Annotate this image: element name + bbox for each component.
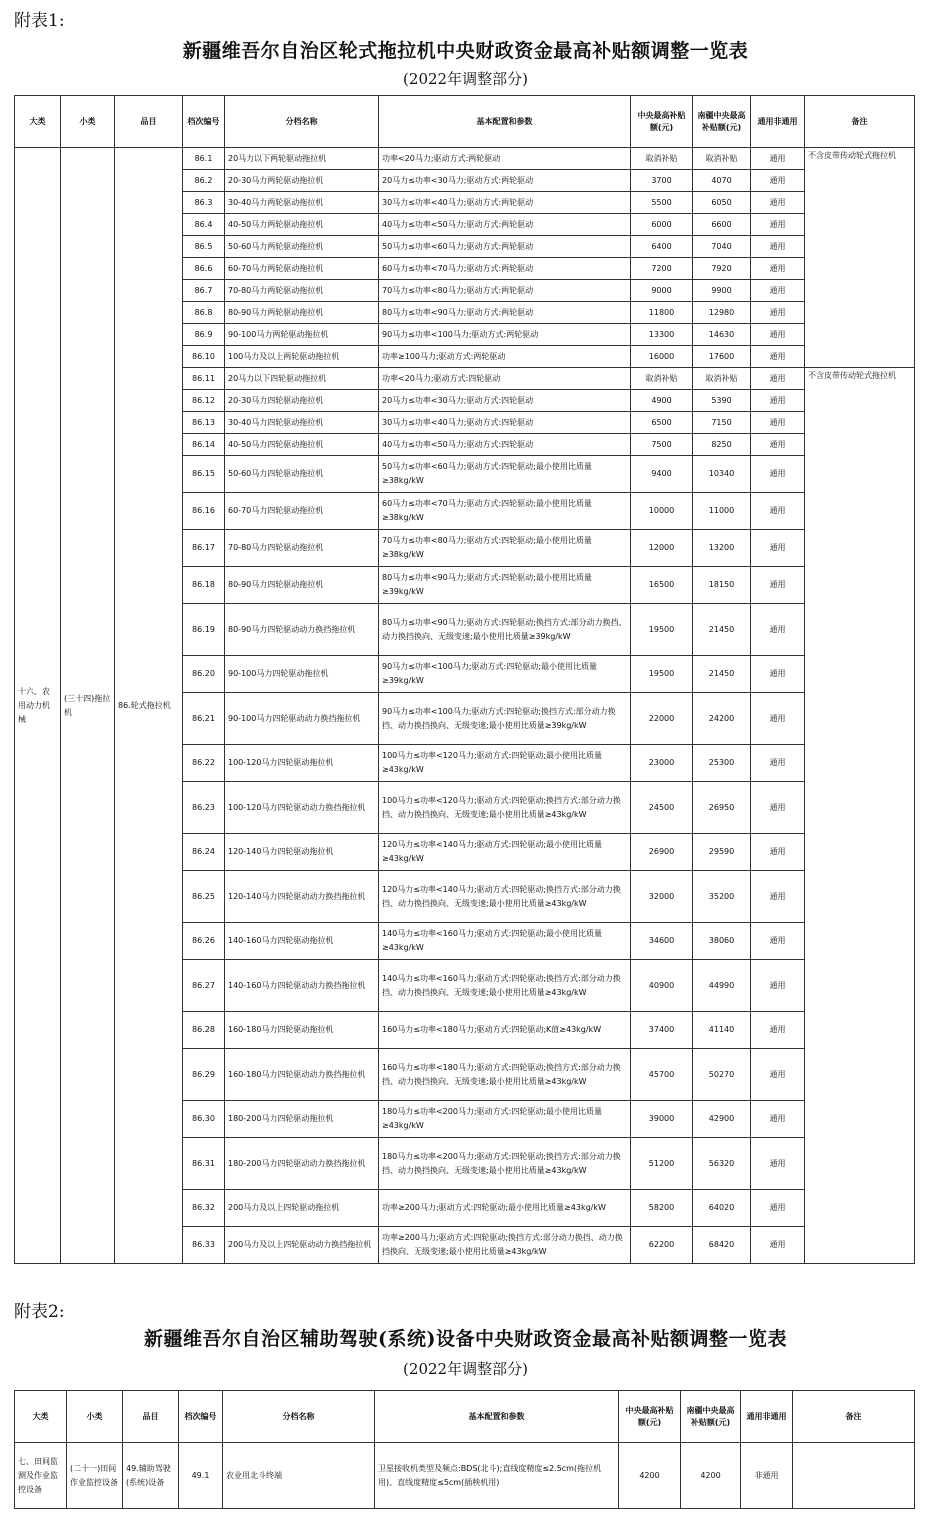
params-cell: 30马力≤功率<40马力;驱动方式:四轮驱动 [379, 412, 631, 434]
annex2-subtitle: (2022年调整部分) [403, 1360, 528, 1378]
general-cell: 通用 [751, 960, 805, 1012]
params-cell: 功率≥100马力;驱动方式:两轮驱动 [379, 346, 631, 368]
tier-name-cell: 100-120马力四轮驱动动力换挡拖拉机 [225, 782, 379, 834]
general-cell: 通用 [751, 745, 805, 782]
tier-name-cell: 30-40马力四轮驱动拖拉机 [225, 412, 379, 434]
central-subsidy-cell: 58200 [631, 1190, 693, 1227]
general-cell: 通用 [751, 170, 805, 192]
central-subsidy-cell: 39000 [631, 1101, 693, 1138]
tier-name-cell: 200马力及以上四轮驱动动力换挡拖拉机 [225, 1227, 379, 1264]
params-cell: 100马力≤功率<120马力;驱动方式:四轮驱动;最小使用比质量≥43kg/kW [379, 745, 631, 782]
item-cell: 86.轮式拖拉机 [115, 148, 183, 1264]
central-subsidy-cell: 19500 [631, 604, 693, 656]
tier-name-cell: 农业用北斗终端 [223, 1443, 375, 1509]
central-subsidy-cell: 45700 [631, 1049, 693, 1101]
central-subsidy-cell: 6000 [631, 214, 693, 236]
tier-name-cell: 20马力以下四轮驱动拖拉机 [225, 368, 379, 390]
central-subsidy-cell: 34600 [631, 923, 693, 960]
general-cell: 通用 [751, 412, 805, 434]
south-subsidy-cell: 56320 [693, 1138, 751, 1190]
central-subsidy-cell: 6500 [631, 412, 693, 434]
table-row [15, 148, 915, 170]
params-cell: 80马力≤功率<90马力;驱动方式:两轮驱动 [379, 302, 631, 324]
code-cell: 86.29 [183, 1049, 225, 1101]
code-cell: 86.30 [183, 1101, 225, 1138]
central-subsidy-cell: 13300 [631, 324, 693, 346]
params-cell: 20马力≤功率<30马力;驱动方式:四轮驱动 [379, 390, 631, 412]
south-subsidy-cell: 取消补贴 [693, 368, 751, 390]
params-cell: 50马力≤功率<60马力;驱动方式:两轮驱动 [379, 236, 631, 258]
south-subsidy-cell: 6600 [693, 214, 751, 236]
tier-name-cell: 80-90马力四轮驱动动力换挡拖拉机 [225, 604, 379, 656]
code-cell: 86.8 [183, 302, 225, 324]
central-subsidy-cell: 24500 [631, 782, 693, 834]
general-cell: 通用 [751, 192, 805, 214]
central-subsidy-cell: 取消补贴 [631, 368, 693, 390]
code-cell: 86.25 [183, 871, 225, 923]
tier-name-cell: 180-200马力四轮驱动动力换挡拖拉机 [225, 1138, 379, 1190]
params-cell: 90马力≤功率<100马力;驱动方式:四轮驱动;最小使用比质量≥39kg/kW [379, 656, 631, 693]
central-subsidy-cell: 51200 [631, 1138, 693, 1190]
general-cell: 非通用 [741, 1443, 793, 1509]
params-cell: 70马力≤功率<80马力;驱动方式:两轮驱动 [379, 280, 631, 302]
tier-name-cell: 90-100马力四轮驱动拖拉机 [225, 656, 379, 693]
code-cell: 86.10 [183, 346, 225, 368]
code-cell: 86.1 [183, 148, 225, 170]
south-subsidy-cell: 5390 [693, 390, 751, 412]
column-header: 南疆中央最高补贴额(元) [693, 96, 751, 148]
central-subsidy-cell: 37400 [631, 1012, 693, 1049]
code-cell: 86.21 [183, 693, 225, 745]
params-cell: 40马力≤功率<50马力;驱动方式:四轮驱动 [379, 434, 631, 456]
tier-name-cell: 120-140马力四轮驱动拖拉机 [225, 834, 379, 871]
south-subsidy-cell: 68420 [693, 1227, 751, 1264]
code-cell: 86.14 [183, 434, 225, 456]
params-cell: 70马力≤功率<80马力;驱动方式:四轮驱动;最小使用比质量≥38kg/kW [379, 530, 631, 567]
params-cell: 30马力≤功率<40马力;驱动方式:两轮驱动 [379, 192, 631, 214]
general-cell: 通用 [751, 1190, 805, 1227]
general-cell: 通用 [751, 346, 805, 368]
annex1-subtitle: (2022年调整部分) [403, 70, 528, 88]
south-subsidy-cell: 7920 [693, 258, 751, 280]
code-cell: 86.28 [183, 1012, 225, 1049]
note-cell [793, 1443, 915, 1509]
code-cell: 86.7 [183, 280, 225, 302]
central-subsidy-cell: 5500 [631, 192, 693, 214]
tier-name-cell: 160-180马力四轮驱动动力换挡拖拉机 [225, 1049, 379, 1101]
annex2-title: 新疆维吾尔自治区辅助驾驶(系统)设备中央财政资金最高补贴额调整一览表 [144, 1328, 787, 1350]
central-subsidy-cell: 7500 [631, 434, 693, 456]
params-cell: 50马力≤功率<60马力;驱动方式:四轮驱动;最小使用比质量≥38kg/kW [379, 456, 631, 493]
tier-name-cell: 200马力及以上四轮驱动拖拉机 [225, 1190, 379, 1227]
column-header: 中央最高补贴额(元) [619, 1391, 681, 1443]
general-cell: 通用 [751, 434, 805, 456]
south-subsidy-cell: 21450 [693, 604, 751, 656]
general-cell: 通用 [751, 456, 805, 493]
tier-name-cell: 80-90马力四轮驱动拖拉机 [225, 567, 379, 604]
item-cell: 49.辅助驾驶(系统)设备 [123, 1443, 179, 1509]
south-subsidy-cell: 9900 [693, 280, 751, 302]
subcategory-cell: (三十四)拖拉机 [61, 148, 115, 1264]
general-cell: 通用 [751, 1049, 805, 1101]
south-subsidy-cell: 18150 [693, 567, 751, 604]
params-cell: 180马力≤功率<200马力;驱动方式:四轮驱动;换挡方式:部分动力换挡、动力换挡换向、无级变速;最小使用比质量≥43kg/kW [379, 1138, 631, 1190]
general-cell: 通用 [751, 368, 805, 390]
tier-name-cell: 60-70马力两轮驱动拖拉机 [225, 258, 379, 280]
code-cell: 86.15 [183, 456, 225, 493]
column-header: 小类 [67, 1391, 123, 1443]
general-cell: 通用 [751, 871, 805, 923]
params-cell: 功率≥200马力;驱动方式:四轮驱动;换挡方式:部分动力换挡、动力换挡换向、无级变速;最小使用比质量≥43kg/kW [379, 1227, 631, 1264]
column-header: 档次编号 [183, 96, 225, 148]
category-cell: 十六、农用动力机械 [15, 148, 61, 1264]
column-header: 备注 [793, 1391, 915, 1443]
tier-name-cell: 120-140马力四轮驱动动力换挡拖拉机 [225, 871, 379, 923]
general-cell: 通用 [751, 1101, 805, 1138]
column-header: 中央最高补贴额(元) [631, 96, 693, 148]
tier-name-cell: 40-50马力四轮驱动拖拉机 [225, 434, 379, 456]
tier-name-cell: 160-180马力四轮驱动拖拉机 [225, 1012, 379, 1049]
south-subsidy-cell: 17600 [693, 346, 751, 368]
code-cell: 86.17 [183, 530, 225, 567]
code-cell: 86.33 [183, 1227, 225, 1264]
code-cell: 86.31 [183, 1138, 225, 1190]
south-subsidy-cell: 12980 [693, 302, 751, 324]
central-subsidy-cell: 12000 [631, 530, 693, 567]
general-cell: 通用 [751, 258, 805, 280]
general-cell: 通用 [751, 567, 805, 604]
central-subsidy-cell: 9000 [631, 280, 693, 302]
params-cell: 140马力≤功率<160马力;驱动方式:四轮驱动;最小使用比质量≥43kg/kW [379, 923, 631, 960]
general-cell: 通用 [751, 493, 805, 530]
params-cell: 80马力≤功率<90马力;驱动方式:四轮驱动;换挡方式:部分动力换挡、动力换挡换向、无级变速;最小使用比质量≥39kg/kW [379, 604, 631, 656]
column-header: 大类 [15, 96, 61, 148]
south-subsidy-cell: 11000 [693, 493, 751, 530]
central-subsidy-cell: 3700 [631, 170, 693, 192]
params-cell: 功率<20马力;驱动方式:两轮驱动 [379, 148, 631, 170]
general-cell: 通用 [751, 834, 805, 871]
central-subsidy-cell: 9400 [631, 456, 693, 493]
south-subsidy-cell: 64020 [693, 1190, 751, 1227]
south-subsidy-cell: 38060 [693, 923, 751, 960]
params-cell: 120马力≤功率<140马力;驱动方式:四轮驱动;换挡方式:部分动力换挡、动力换挡换向、无级变速;最小使用比质量≥43kg/kW [379, 871, 631, 923]
code-cell: 86.32 [183, 1190, 225, 1227]
general-cell: 通用 [751, 236, 805, 258]
tier-name-cell: 70-80马力两轮驱动拖拉机 [225, 280, 379, 302]
code-cell: 86.13 [183, 412, 225, 434]
params-cell: 100马力≤功率<120马力;驱动方式:四轮驱动;换挡方式:部分动力换挡、动力换挡换向、无级变速;最小使用比质量≥43kg/kW [379, 782, 631, 834]
central-subsidy-cell: 4200 [619, 1443, 681, 1509]
params-cell: 120马力≤功率<140马力;驱动方式:四轮驱动;最小使用比质量≥43kg/kW [379, 834, 631, 871]
column-header: 分档名称 [223, 1391, 375, 1443]
south-subsidy-cell: 10340 [693, 456, 751, 493]
general-cell: 通用 [751, 324, 805, 346]
south-subsidy-cell: 35200 [693, 871, 751, 923]
central-subsidy-cell: 取消补贴 [631, 148, 693, 170]
south-subsidy-cell: 6050 [693, 192, 751, 214]
note-cell: 不含皮带传动轮式拖拉机 [805, 148, 915, 368]
params-cell: 功率<20马力;驱动方式:四轮驱动 [379, 368, 631, 390]
central-subsidy-cell: 62200 [631, 1227, 693, 1264]
tier-name-cell: 180-200马力四轮驱动拖拉机 [225, 1101, 379, 1138]
params-cell: 40马力≤功率<50马力;驱动方式:两轮驱动 [379, 214, 631, 236]
params-cell: 90马力≤功率<100马力;驱动方式:两轮驱动 [379, 324, 631, 346]
params-cell: 160马力≤功率<180马力;驱动方式:四轮驱动;换挡方式:部分动力换挡、动力换挡换向、无级变速;最小使用比质量≥43kg/kW [379, 1049, 631, 1101]
tier-name-cell: 60-70马力四轮驱动拖拉机 [225, 493, 379, 530]
general-cell: 通用 [751, 280, 805, 302]
table-header-row [15, 1391, 915, 1443]
code-cell: 86.18 [183, 567, 225, 604]
params-cell: 80马力≤功率<90马力;驱动方式:四轮驱动;最小使用比质量≥39kg/kW [379, 567, 631, 604]
central-subsidy-cell: 19500 [631, 656, 693, 693]
central-subsidy-cell: 23000 [631, 745, 693, 782]
code-cell: 86.24 [183, 834, 225, 871]
general-cell: 通用 [751, 693, 805, 745]
tier-name-cell: 100-120马力四轮驱动拖拉机 [225, 745, 379, 782]
general-cell: 通用 [751, 214, 805, 236]
general-cell: 通用 [751, 1227, 805, 1264]
south-subsidy-cell: 21450 [693, 656, 751, 693]
tier-name-cell: 40-50马力两轮驱动拖拉机 [225, 214, 379, 236]
tier-name-cell: 100马力及以上两轮驱动拖拉机 [225, 346, 379, 368]
annex1-title: 新疆维吾尔自治区轮式拖拉机中央财政资金最高补贴额调整一览表 [182, 40, 749, 62]
column-header: 备注 [805, 96, 915, 148]
column-header: 南疆中央最高补贴额(元) [681, 1391, 741, 1443]
south-subsidy-cell: 50270 [693, 1049, 751, 1101]
tier-name-cell: 20-30马力四轮驱动拖拉机 [225, 390, 379, 412]
general-cell: 通用 [751, 656, 805, 693]
general-cell: 通用 [751, 923, 805, 960]
south-subsidy-cell: 14630 [693, 324, 751, 346]
general-cell: 通用 [751, 1138, 805, 1190]
south-subsidy-cell: 42900 [693, 1101, 751, 1138]
params-cell: 20马力≤功率<30马力;驱动方式:两轮驱动 [379, 170, 631, 192]
tier-name-cell: 90-100马力四轮驱动动力换挡拖拉机 [225, 693, 379, 745]
params-cell: 90马力≤功率<100马力;驱动方式:四轮驱动;换挡方式:部分动力换挡、动力换挡换向、无级变速;最小使用比质量≥39kg/kW [379, 693, 631, 745]
params-cell: 160马力≤功率<180马力;驱动方式:四轮驱动;K值≥43kg/kW [379, 1012, 631, 1049]
params-cell: 功率≥200马力;驱动方式:四轮驱动;最小使用比质量≥43kg/kW [379, 1190, 631, 1227]
column-header: 品目 [115, 96, 183, 148]
central-subsidy-cell: 6400 [631, 236, 693, 258]
code-cell: 86.27 [183, 960, 225, 1012]
south-subsidy-cell: 8250 [693, 434, 751, 456]
column-header: 分档名称 [225, 96, 379, 148]
south-subsidy-cell: 26950 [693, 782, 751, 834]
south-subsidy-cell: 41140 [693, 1012, 751, 1049]
central-subsidy-cell: 40900 [631, 960, 693, 1012]
code-cell: 86.4 [183, 214, 225, 236]
central-subsidy-cell: 16000 [631, 346, 693, 368]
tier-name-cell: 90-100马力两轮驱动拖拉机 [225, 324, 379, 346]
code-cell: 86.16 [183, 493, 225, 530]
code-cell: 86.3 [183, 192, 225, 214]
south-subsidy-cell: 7040 [693, 236, 751, 258]
column-header: 档次编号 [179, 1391, 223, 1443]
central-subsidy-cell: 7200 [631, 258, 693, 280]
central-subsidy-cell: 4900 [631, 390, 693, 412]
annex2-label: 附表2: [14, 1302, 65, 1322]
params-cell: 60马力≤功率<70马力;驱动方式:两轮驱动 [379, 258, 631, 280]
params-cell: 60马力≤功率<70马力;驱动方式:四轮驱动;最小使用比质量≥38kg/kW [379, 493, 631, 530]
tier-name-cell: 70-80马力四轮驱动拖拉机 [225, 530, 379, 567]
central-subsidy-cell: 10000 [631, 493, 693, 530]
tier-name-cell: 50-60马力四轮驱动拖拉机 [225, 456, 379, 493]
code-cell: 86.26 [183, 923, 225, 960]
code-cell: 86.2 [183, 170, 225, 192]
code-cell: 86.23 [183, 782, 225, 834]
subsidy-table-1 [14, 95, 915, 1264]
central-subsidy-cell: 16500 [631, 567, 693, 604]
table-header-row [15, 96, 915, 148]
general-cell: 通用 [751, 302, 805, 324]
params-cell: 卫星接收机类型及频点:BDS(北斗);直线度精度≤2.5cm(拖拉机用)、直线度精度≤5cm(插秧机用) [375, 1443, 619, 1509]
note-cell: 不含皮带传动轮式拖拉机 [805, 368, 915, 1264]
subcategory-cell: (二十一)田间作业监控设备 [67, 1443, 123, 1509]
column-header: 基本配置和参数 [379, 96, 631, 148]
code-cell: 86.6 [183, 258, 225, 280]
south-subsidy-cell: 24200 [693, 693, 751, 745]
column-header: 基本配置和参数 [375, 1391, 619, 1443]
code-cell: 86.20 [183, 656, 225, 693]
south-subsidy-cell: 13200 [693, 530, 751, 567]
tier-name-cell: 80-90马力两轮驱动拖拉机 [225, 302, 379, 324]
south-subsidy-cell: 29590 [693, 834, 751, 871]
tier-name-cell: 50-60马力两轮驱动拖拉机 [225, 236, 379, 258]
column-header: 小类 [61, 96, 115, 148]
code-cell: 86.22 [183, 745, 225, 782]
south-subsidy-cell: 取消补贴 [693, 148, 751, 170]
tier-name-cell: 140-160马力四轮驱动拖拉机 [225, 923, 379, 960]
south-subsidy-cell: 25300 [693, 745, 751, 782]
column-header: 品目 [123, 1391, 179, 1443]
column-header: 通用非通用 [751, 96, 805, 148]
code-cell: 86.9 [183, 324, 225, 346]
code-cell: 49.1 [179, 1443, 223, 1509]
tier-name-cell: 30-40马力两轮驱动拖拉机 [225, 192, 379, 214]
general-cell: 通用 [751, 604, 805, 656]
south-subsidy-cell: 4200 [681, 1443, 741, 1509]
south-subsidy-cell: 7150 [693, 412, 751, 434]
params-cell: 140马力≤功率<160马力;驱动方式:四轮驱动;换挡方式:部分动力换挡、动力换挡换向、无级变速;最小使用比质量≥43kg/kW [379, 960, 631, 1012]
column-header: 大类 [15, 1391, 67, 1443]
general-cell: 通用 [751, 782, 805, 834]
general-cell: 通用 [751, 390, 805, 412]
tier-name-cell: 20马力以下两轮驱动拖拉机 [225, 148, 379, 170]
general-cell: 通用 [751, 1012, 805, 1049]
central-subsidy-cell: 32000 [631, 871, 693, 923]
column-header: 通用非通用 [741, 1391, 793, 1443]
code-cell: 86.5 [183, 236, 225, 258]
central-subsidy-cell: 11800 [631, 302, 693, 324]
central-subsidy-cell: 22000 [631, 693, 693, 745]
south-subsidy-cell: 4070 [693, 170, 751, 192]
table-row [15, 1443, 915, 1509]
subsidy-table-2 [14, 1390, 915, 1509]
code-cell: 86.19 [183, 604, 225, 656]
south-subsidy-cell: 44990 [693, 960, 751, 1012]
general-cell: 通用 [751, 148, 805, 170]
annex1-label: 附表1: [14, 11, 65, 31]
code-cell: 86.12 [183, 390, 225, 412]
central-subsidy-cell: 26900 [631, 834, 693, 871]
tier-name-cell: 20-30马力两轮驱动拖拉机 [225, 170, 379, 192]
params-cell: 180马力≤功率<200马力;驱动方式:四轮驱动;最小使用比质量≥43kg/kW [379, 1101, 631, 1138]
general-cell: 通用 [751, 530, 805, 567]
tier-name-cell: 140-160马力四轮驱动动力换挡拖拉机 [225, 960, 379, 1012]
category-cell: 七、田间监测及作业监控设备 [15, 1443, 67, 1509]
code-cell: 86.11 [183, 368, 225, 390]
